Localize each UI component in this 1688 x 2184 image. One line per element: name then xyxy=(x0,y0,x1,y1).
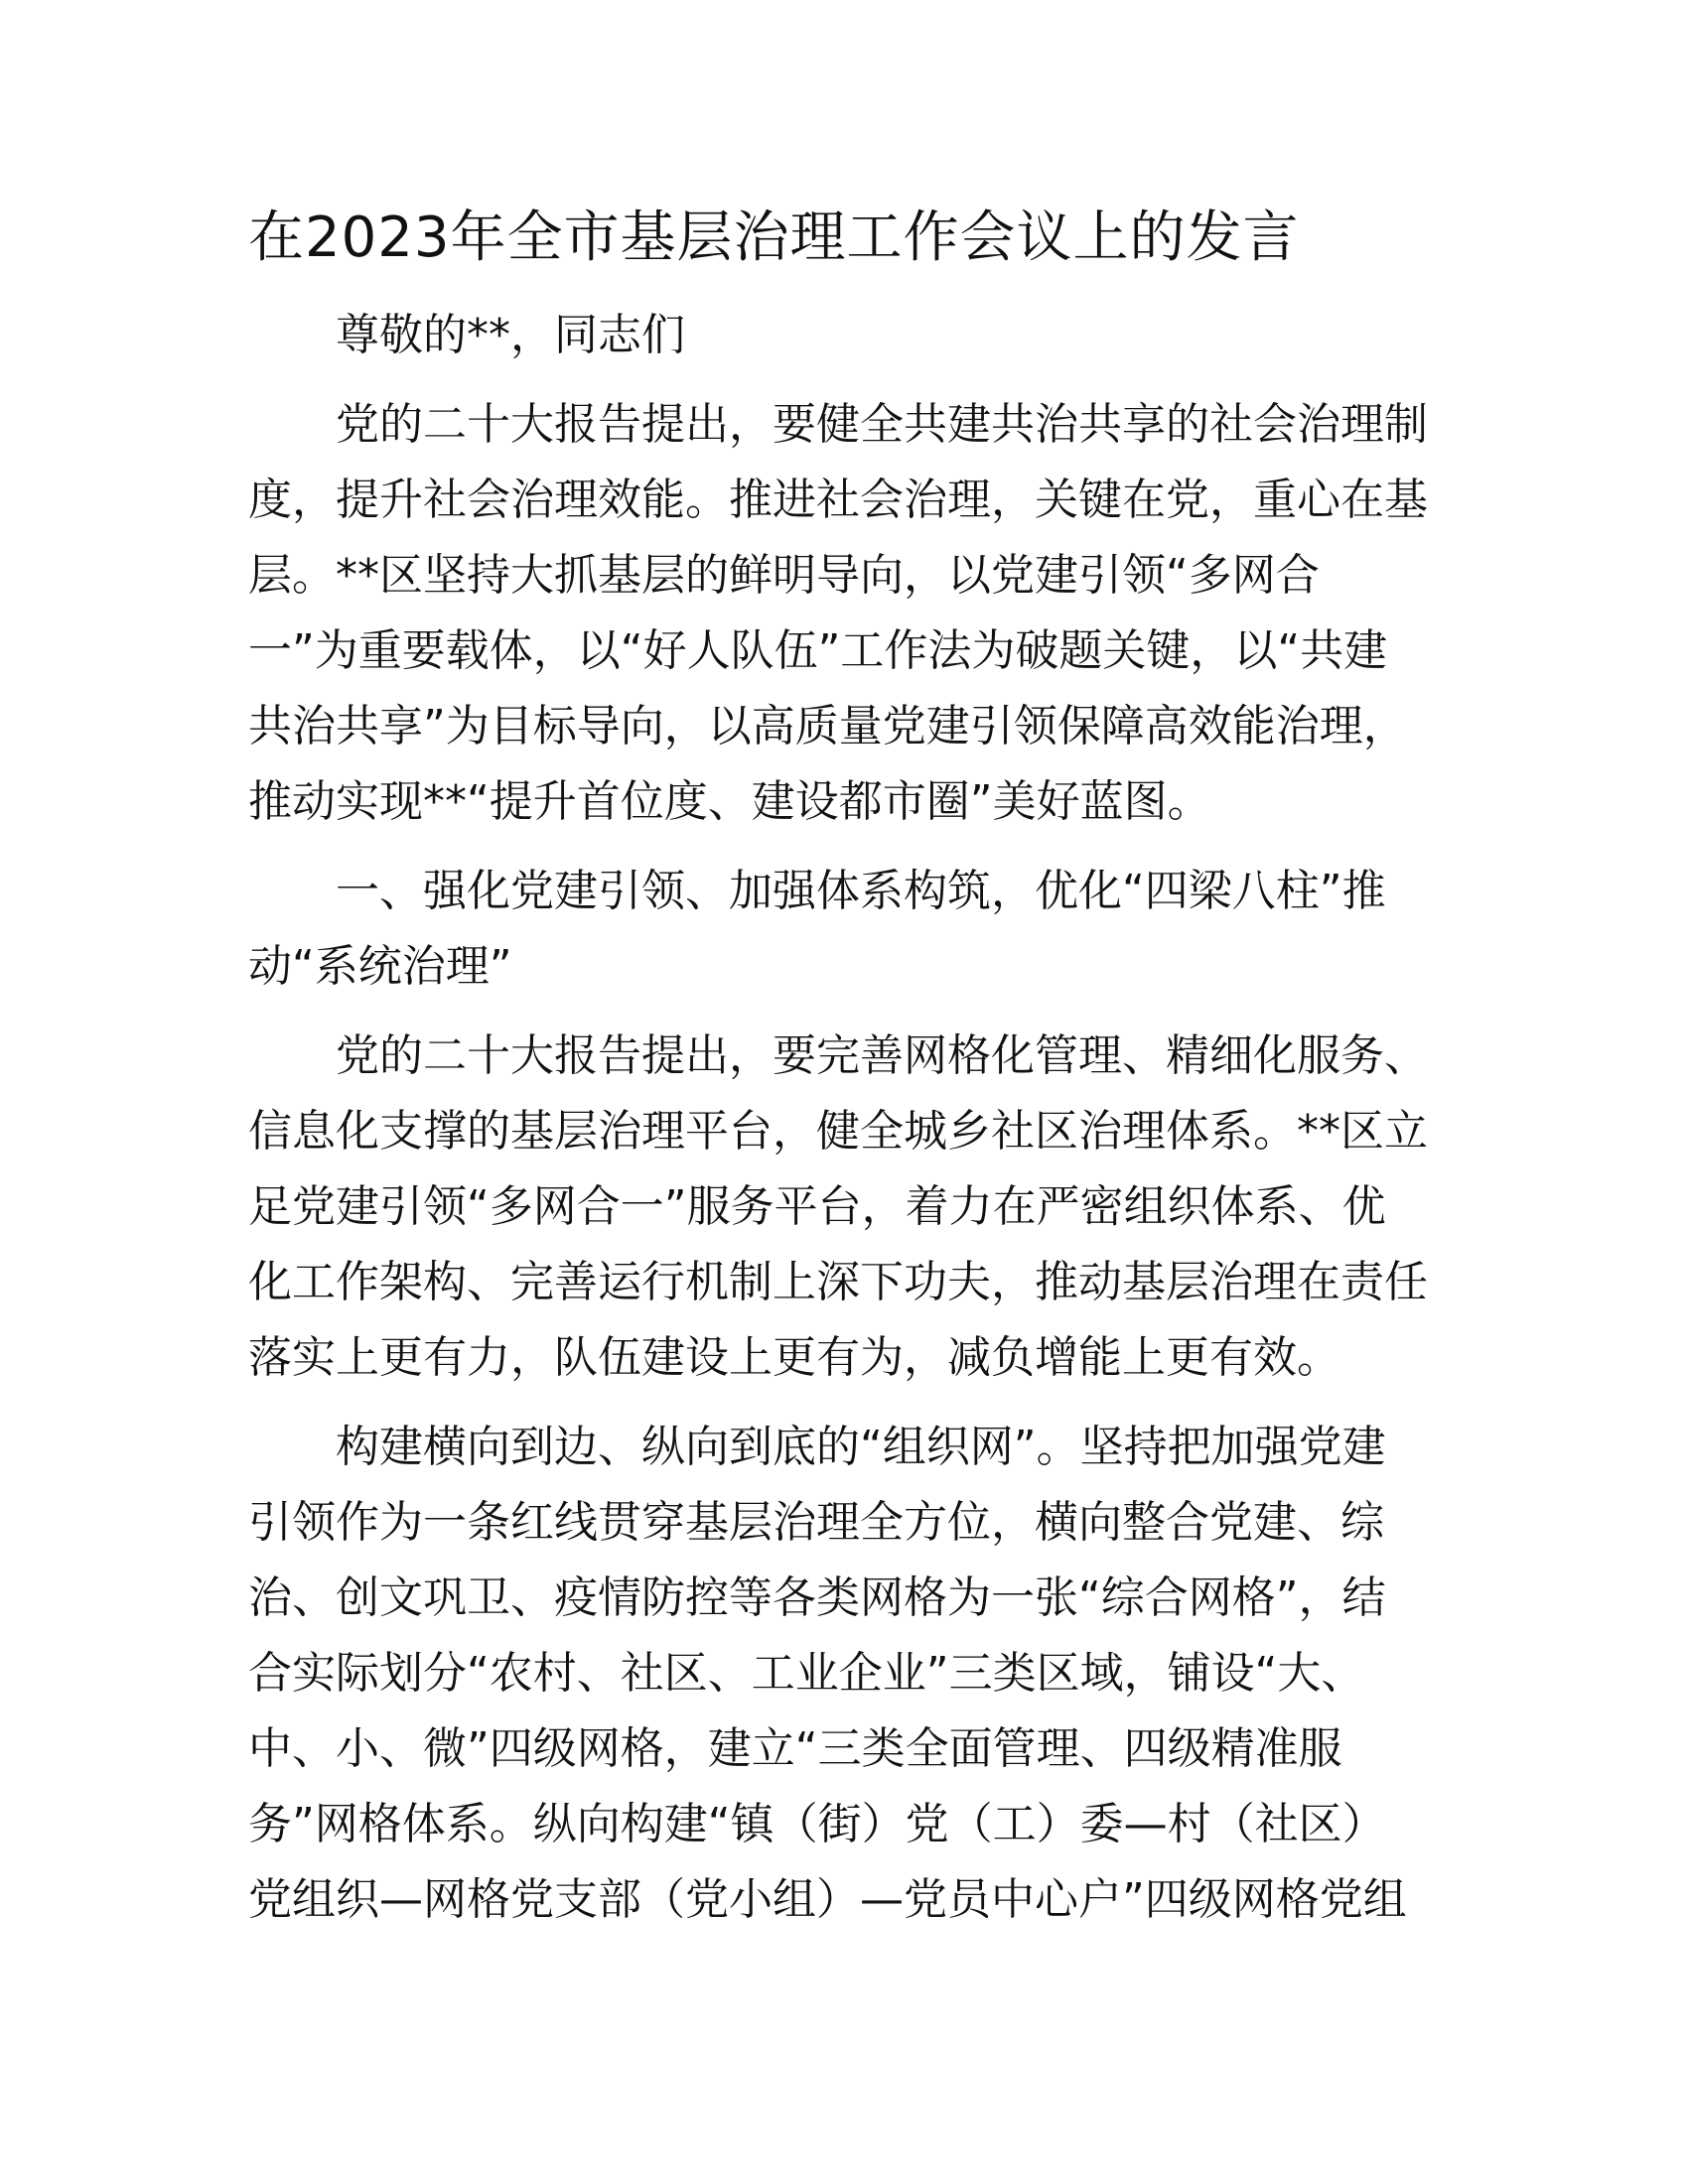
paragraph-line: 推动实现**“提升首位度、建设都市圈”美好蓝图。 xyxy=(248,776,1211,827)
paragraph-line: 共治共享”为目标导向，以高质量党建引领保障高效能治理， xyxy=(248,701,1407,751)
document-title: 在2023年全市基层治理工作会议上的发言 xyxy=(248,205,1300,270)
paragraph-line: 合实际划分“农村、社区、工业企业”三类区域，铺设“大、 xyxy=(248,1648,1365,1699)
section-heading xyxy=(248,854,1440,1005)
paragraph-line: 化工作架构、完善运行机制上深下功夫，推动基层治理在责任 xyxy=(248,1257,1428,1307)
paragraph-line: 落实上更有力，队伍建设上更有为，减负增能上更有效。 xyxy=(248,1332,1340,1383)
paragraph-line: 信息化支撑的基层治理平台，健全城乡社区治理体系。**区立 xyxy=(248,1106,1428,1157)
paragraph-line: 党的二十大报告提出，要健全共建共治共享的社会治理制 xyxy=(336,399,1428,450)
paragraph-line: 治、创文巩卫、疫情防控等各类网格为一张“综合网格”，结 xyxy=(248,1572,1386,1623)
paragraph-line: 中、小、微”四级网格，建立“三类全面管理、四级精准服 xyxy=(248,1723,1342,1774)
paragraph-line: 层。**区坚持大抓基层的鲜明导向，以党建引领“多网合 xyxy=(248,550,1320,601)
paragraph-line: 务”网格体系。纵向构建“镇（街）党（工）委—村（社区） xyxy=(248,1799,1386,1849)
paragraph-line: 足党建引领“多网合一”服务平台，着力在严密组织体系、优 xyxy=(248,1181,1386,1232)
paragraph-line: 一”为重要载体，以“好人队伍”工作法为破题关键，以“共建 xyxy=(248,625,1388,676)
greeting: 尊敬的**，同志们 xyxy=(336,310,685,360)
heading-line: 一、强化党建引领、加强体系构筑，优化“四梁八柱”推 xyxy=(336,866,1386,916)
heading-line: 动“系统治理” xyxy=(248,941,512,992)
paragraph-3 xyxy=(248,1410,1440,1938)
paragraph-line: 党的二十大报告提出，要完善网格化管理、精细化服务、 xyxy=(336,1030,1428,1081)
document-body xyxy=(248,298,1440,1938)
paragraph-1 xyxy=(248,387,1440,840)
paragraph-line: 引领作为一条红线贯穿基层治理全方位，横向整合党建、综 xyxy=(248,1497,1384,1548)
paragraph-2 xyxy=(248,1019,1440,1396)
paragraph-line: 党组织—网格党支部（党小组）—党员中心户”四级网格党组 xyxy=(248,1874,1407,1925)
paragraph-line: 度，提升社会治理效能。推进社会治理，关键在党，重心在基 xyxy=(248,475,1428,525)
paragraph-line: 构建横向到边、纵向到底的“组织网”。坚持把加强党建 xyxy=(336,1422,1386,1472)
